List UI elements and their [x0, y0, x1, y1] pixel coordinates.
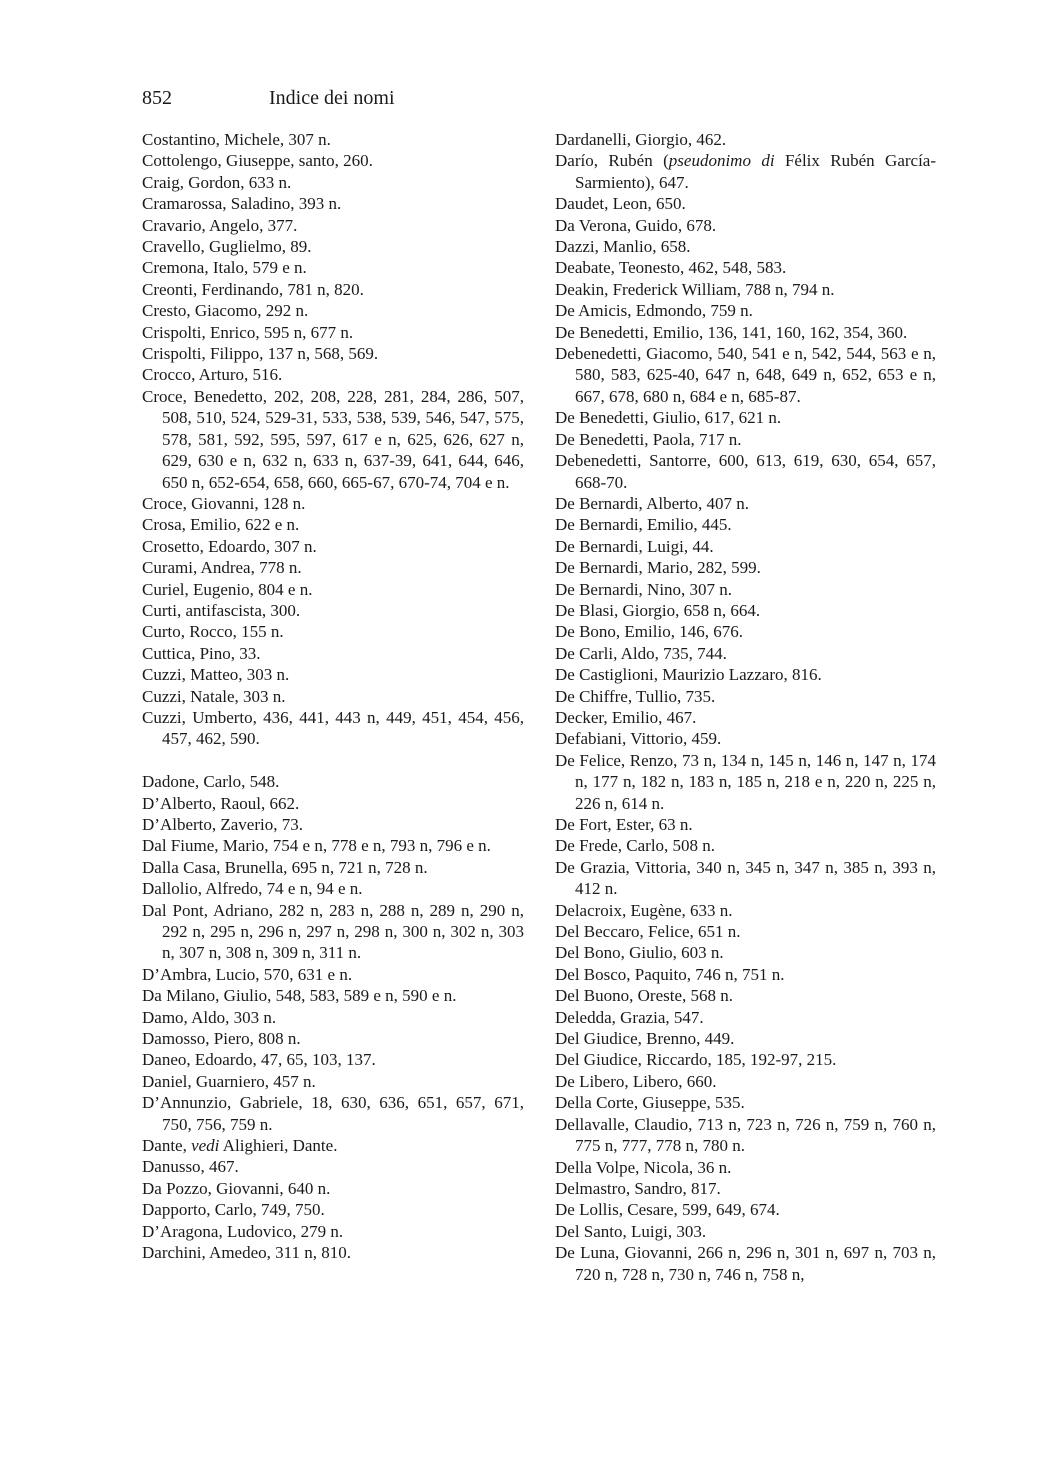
index-entry: Dallolio, Alfredo, 74 e n, 94 e n. [142, 879, 363, 899]
index-entry: Crosetto, Edoardo, 307 n. [142, 536, 317, 556]
index-entry: Delacroix, Eugène, 633 n. [555, 900, 733, 920]
index-entry: Cuzzi, Natale, 303 n. [142, 686, 286, 706]
index-entry: Decker, Emilio, 467. [555, 707, 697, 727]
index-entry: De Bernardi, Nino, 307 n. [555, 579, 733, 599]
index-entry: Da Verona, Guido, 678. [555, 215, 717, 235]
index-entry: De Amicis, Edmondo, 759 n. [555, 301, 753, 321]
index-entry: Della Corte, Giuseppe, 535. [555, 1093, 745, 1113]
index-column-left [142, 129, 524, 1264]
index-entry: Curami, Andrea, 778 n. [142, 558, 302, 578]
index-entry: Da Pozzo, Giovanni, 640 n. [142, 1178, 331, 1198]
running-title: Indice dei nomi [269, 87, 395, 109]
index-entry: Dapporto, Carlo, 749, 750. [142, 1200, 325, 1220]
index-entry: Damo, Aldo, 303 n. [142, 1007, 277, 1027]
index-entry: Curti, antifascista, 300. [142, 600, 301, 620]
index-entry: Dellavalle, Claudio, 713 n, 723 n, 726 n, 759 n, 760 n, 775 n, 777, 778 n, 780 n. [555, 1114, 936, 1156]
index-entry: Curiel, Eugenio, 804 e n. [142, 579, 313, 599]
index-entry: D’Annunzio, Gabriele, 18, 630, 636, 651, 657, 671, 750, 756, 759 n. [142, 1093, 524, 1134]
index-entry: Croce, Benedetto, 202, 208, 228, 281, 284, 286, 507, 508, 510, 524, 529-31, 533, 538, 539, 546, 547, 575, 578, 581, 592, 595, 597, 617 e n, 625, 626, 627 n, 629, 630 e n, 632 n, 633 n, 637-39, 641, 644, 646, 650 n, 652-654, 658, 660, 665-67, 670-74, 704 e n. [142, 386, 524, 492]
index-entry: Dal Pont, Adriano, 282 n, 283 n, 288 n, 289 n, 290 n, 292 n, 295 n, 296 n, 297 n, 298 n, 300 n, 302 n, 303 n, 307 n, 308 n, 309 n, 311 n. [142, 900, 524, 963]
index-entry: Dardanelli, Giorgio, 462. [555, 130, 727, 149]
index-entry: Darío, Rubén (pseudonimo di Félix Rubén García-Sarmiento), 647. [555, 151, 936, 192]
index-entry: De Benedetti, Emilio, 136, 141, 160, 162, 354, 360. [555, 322, 908, 342]
index-entry: De Blasi, Giorgio, 658 n, 664. [555, 600, 761, 620]
index-entry: Del Giudice, Riccardo, 185, 192-97, 215. [555, 1050, 837, 1070]
index-entry: De Carli, Aldo, 735, 744. [555, 643, 727, 663]
index-entry: Daniel, Guarniero, 457 n. [142, 1071, 316, 1091]
index-entry: Crispolti, Enrico, 595 n, 677 n. [142, 322, 354, 342]
index-entry: Curto, Rocco, 155 n. [142, 622, 284, 642]
index-entry: De Frede, Carlo, 508 n. [555, 836, 716, 856]
index-entry: De Bono, Emilio, 146, 676. [555, 622, 743, 642]
index-entry: De Castiglioni, Maurizio Lazzaro, 816. [555, 665, 822, 685]
index-entry: Daneo, Edoardo, 47, 65, 103, 137. [142, 1050, 376, 1070]
index-entry: Dante, vedi Alighieri, Dante. [142, 1136, 338, 1156]
running-header [142, 84, 395, 112]
index-column-right [555, 129, 936, 1285]
index-entry: Cuzzi, Matteo, 303 n. [142, 665, 290, 685]
index-entry: Crocco, Arturo, 516. [142, 365, 283, 385]
index-entry: Cottolengo, Giuseppe, santo, 260. [142, 151, 373, 171]
index-entry: De Benedetti, Giulio, 617, 621 n. [555, 408, 782, 428]
index-entry: Cresto, Giacomo, 292 n. [142, 301, 309, 321]
index-entry: Del Santo, Luigi, 303. [555, 1221, 707, 1241]
index-entry: Cravello, Guglielmo, 89. [142, 237, 312, 257]
index-entry: Cremona, Italo, 579 e n. [142, 258, 307, 278]
index-entry: Defabiani, Vittorio, 459. [555, 729, 722, 749]
index-entry: Crosa, Emilio, 622 e n. [142, 515, 300, 535]
index-entry: Cravario, Angelo, 377. [142, 215, 298, 235]
index-entry: De Bernardi, Mario, 282, 599. [555, 558, 761, 578]
page-number: 852 [142, 87, 172, 109]
index-entry: Croce, Giovanni, 128 n. [142, 493, 306, 513]
index-entry: D’Aragona, Ludovico, 279 n. [142, 1221, 344, 1241]
index-entry: Debenedetti, Santorre, 600, 613, 619, 630, 654, 657, 668-70. [555, 451, 936, 492]
index-entry: Danusso, 467. [142, 1157, 239, 1177]
index-entry: D’Alberto, Raoul, 662. [142, 793, 300, 813]
index-entry: Damosso, Piero, 808 n. [142, 1029, 301, 1049]
index-entry: Del Bosco, Paquito, 746 n, 751 n. [555, 964, 785, 984]
index-entry: Dazzi, Manlio, 658. [555, 237, 691, 257]
index-entry: De Benedetti, Paola, 717 n. [555, 429, 742, 449]
letter-group-gap [142, 750, 524, 771]
index-entry: De Lollis, Cesare, 599, 649, 674. [555, 1200, 780, 1220]
index-entry: Da Milano, Giulio, 548, 583, 589 e n, 590 e n. [142, 986, 457, 1006]
index-entry: De Bernardi, Luigi, 44. [555, 536, 714, 556]
index-entry: De Libero, Libero, 660. [555, 1071, 717, 1091]
index-entry: Del Bono, Giulio, 603 n. [555, 943, 724, 963]
index-entry: Dal Fiume, Mario, 754 e n, 778 e n, 793 n, 796 e n. [142, 836, 491, 856]
index-entry: De Bernardi, Alberto, 407 n. [555, 493, 750, 513]
index-entry: Daudet, Leon, 650. [555, 194, 686, 214]
index-entry: Deabate, Teonesto, 462, 548, 583. [555, 258, 787, 278]
index-entry: Della Volpe, Nicola, 36 n. [555, 1157, 732, 1177]
index-entry: Del Giudice, Brenno, 449. [555, 1029, 735, 1049]
index-entry: De Bernardi, Emilio, 445. [555, 515, 732, 535]
index-entry: D’Ambra, Lucio, 570, 631 e n. [142, 964, 353, 984]
index-entry: De Fort, Ester, 63 n. [555, 815, 693, 834]
index-entry: De Luna, Giovanni, 266 n, 296 n, 301 n, 697 n, 703 n, 720 n, 728 n, 730 n, 746 n, 758 n, [555, 1243, 936, 1284]
index-entry: Del Buono, Oreste, 568 n. [555, 986, 734, 1006]
index-entry: Cuttica, Pino, 33. [142, 643, 261, 663]
index-entry: Darchini, Amedeo, 311 n, 810. [142, 1243, 351, 1263]
index-entry: Del Beccaro, Felice, 651 n. [555, 922, 741, 942]
index-entry: Costantino, Michele, 307 n. [142, 130, 331, 149]
index-entry: D’Alberto, Zaverio, 73. [142, 814, 303, 834]
index-entry: Craig, Gordon, 633 n. [142, 172, 292, 192]
index-entry: De Grazia, Vittoria, 340 n, 345 n, 347 n, 385 n, 393 n, 412 n. [555, 857, 936, 899]
index-entry: Cuzzi, Umberto, 436, 441, 443 n, 449, 451, 454, 456, 457, 462, 590. [142, 707, 524, 749]
index-entry: Crispolti, Filippo, 137 n, 568, 569. [142, 344, 379, 364]
index-entry: Creonti, Ferdinando, 781 n, 820. [142, 279, 364, 299]
index-entry: Cramarossa, Saladino, 393 n. [142, 194, 342, 214]
index-entry: Deledda, Grazia, 547. [555, 1007, 704, 1027]
index-entry: Debenedetti, Giacomo, 540, 541 e n, 542, 544, 563 e n, 580, 583, 625-40, 647 n, 648, 649 n, 652, 653 e n, 667, 678, 680 n, 684 e n, 685-87. [555, 344, 936, 406]
index-entry: Dadone, Carlo, 548. [142, 772, 280, 792]
index-entry: De Chiffre, Tullio, 735. [555, 686, 716, 706]
index-entry: Dalla Casa, Brunella, 695 n, 721 n, 728 n. [142, 857, 428, 877]
index-entry: De Felice, Renzo, 73 n, 134 n, 145 n, 146 n, 147 n, 174 n, 177 n, 182 n, 183 n, 185 n, 218 e n, 220 n, 225 n, 226 n, 614 n. [555, 750, 936, 813]
index-entry: Deakin, Frederick William, 788 n, 794 n. [555, 279, 835, 299]
index-entry: Delmastro, Sandro, 817. [555, 1178, 721, 1198]
